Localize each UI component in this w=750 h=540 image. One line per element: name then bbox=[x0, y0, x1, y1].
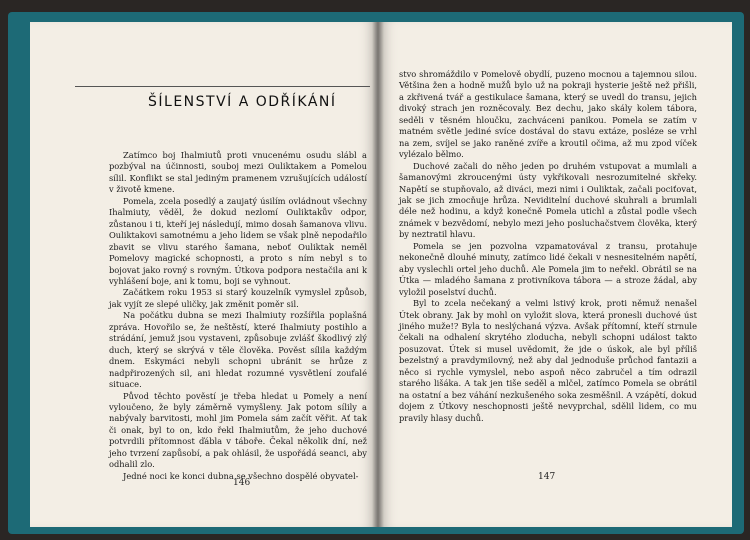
page-number: 147 bbox=[538, 472, 556, 482]
paragraph: Zatímco boj Ihalmiutů proti vnucenému osudu slábl a pozbýval na účinnosti, souboj mezi Ouliktakem a Pomelou sílil. Konflikt se stal jediným pramenem vzrušujících událostí v životě kmene. bbox=[109, 150, 367, 195]
paragraph: Jedné noci ke konci dubna se všechno dospělé obyvatel- bbox=[123, 470, 359, 481]
paragraph: Byl to zcela nečekaný a velmi lstivý krok, proti němuž nenašel Útek obrany. Jak by mohl on vyložit slova, která pronesli duchové úst jiného muže!? Byla to neslýchaná výzva. Avšak přítomní, kteří strnule čekali na odhalení skrytého zloducha, nebyli schopni událost takto posuzovat. Útek si musel uvědomit, že jde o úskok, ale byl příliš bezelstný a pravdymilovný, než aby dal jednoduše průchod fantazii a něco si rychle vymyslel, nebo aspoň něco zabručel a tím odrazil starého lišáka. A tak jen tiše seděl a mlčel, zatímco Pomela se obrátil na ostatní a bez váhání nezkušeného soka zesměšnil. A vzápětí, dokud dojem z Útkovy neschopnosti ještě nevyprchal, sdělil lidem, co mu pravily hlasy duchů. bbox=[399, 298, 697, 423]
right-page-text bbox=[399, 69, 697, 424]
right-page bbox=[378, 22, 732, 527]
paragraph: Pomela se jen pozvolna vzpamatovával z transu, protahuje nekonečně dlouhé minuty, zatímco lidé čekali v nesnesitelném napětí, aby vyslechli ortel jeho duchů. Ale Pomela jim to neřekl. Obrátil se na Útka — mladého šamana z protivníkova tábora — a stroze žádal, aby vyložil poselství duchů. bbox=[399, 240, 697, 297]
left-page bbox=[30, 22, 378, 527]
header-rule bbox=[75, 86, 370, 87]
paragraph: Na počátku dubna se mezi Ihalmiuty rozšířila poplašná zpráva. Hovořilo se, že neštěstí, které Ihalmiuty postihlo a strádání, jemuž jsou vystaveni, způsobuje zvlášť škodlivý zlý duch, který se skrývá v těle člověka. Pověst sílila každým dnem. Eskymáci nebyli schopni ubránit se hrůze z nadpřirozených sil, ani hledat rozumné vysvětlení zoufalé situace. bbox=[109, 310, 367, 390]
paragraph: Původ těchto pověstí je třeba hledat u Pomely a není vyloučeno, že byly záměrně vymyšleny. Jak potom sílily a nabývaly barvitosti, mohl jim Pomela sám začít věřit. Ať tak či onak, byl to on, kdo řekl Ihalmiutům, že jeho duchové potvrdili přítomnost ďábla v táboře. Čekal několik dní, než jeho tvrzení zapůsobí, a pak ohlásil, že uspořádá seanci, aby odhalil zlo. bbox=[109, 390, 367, 470]
paragraph: Začátkem roku 1953 si starý kouzelník vymyslel způsob, jak vyjít ze slepé uličky, jak změnit poměr sil. bbox=[109, 287, 367, 309]
book-spine-shadow bbox=[372, 22, 384, 527]
paragraph: Duchové začali do něho jeden po druhém vstupovat a mumlali a šamanovými zkroucenými ústy vykřikovali nesrozumitelné skřeky. Napětí se stupňovalo, až diváci, mezi nimi i Ouliktak, začali pociťovat, jak se jich zmocňuje hrůza. Neviditelní duchové skuhrali a brumlali déle než hodinu, a když konečně Pomela utichl a zůstal podle všech známek v bezvědomí, nebylo mezi jeho posluchačstvem člověka, který by neztratil hlavu. bbox=[399, 160, 697, 240]
left-page-text bbox=[109, 150, 367, 482]
page-number: 146 bbox=[233, 478, 251, 488]
paragraph: Pomela, zcela posedlý a zaujatý úsilím ovládnout všechny Ihalmiuty, věděl, že dokud nezlomí Ouliktakův odpor, zůstanou i ti, kteří jej následují, mimo dosah šamanova vlivu. Ouliktakovi samotnému a jeho lidem se však plně nepodařilo zbavit se vlivu starého šamana, neboť Ouliktak neměl Pomelovy magické schopnosti, a proto s ním nebyl s to bojovat jako rovný s rovným. Útkova podpora nestačila ani k vyhlášení boje, ani k tomu, boji se vyhnout. bbox=[109, 195, 367, 286]
paragraph: stvo shromáždilo v Pomelově obydlí, puzeno mocnou a tajemnou silou. Většina žen a hodně mužů bylo už na pokraji hysterie ještě než přišli, a zkřivená tvář a gestikulace šamana, který se uvedl do transu, jejich divoký strach jen rozněcovaly. Bez dechu, jako skály kolem tábora, seděli v těsném hloučku, zachváceni panikou. Pomela se zatím v matném světle jediné svíce dostával do stavu extáze, posléze se vrhl na zem, svíjel se jako raněné zvíře a kroutil očima, až mu zpod víček vylézalo bělmo. bbox=[399, 69, 697, 160]
chapter-title: ŠÍLENSTVÍ A ODŘÍKÁNÍ bbox=[148, 94, 337, 110]
